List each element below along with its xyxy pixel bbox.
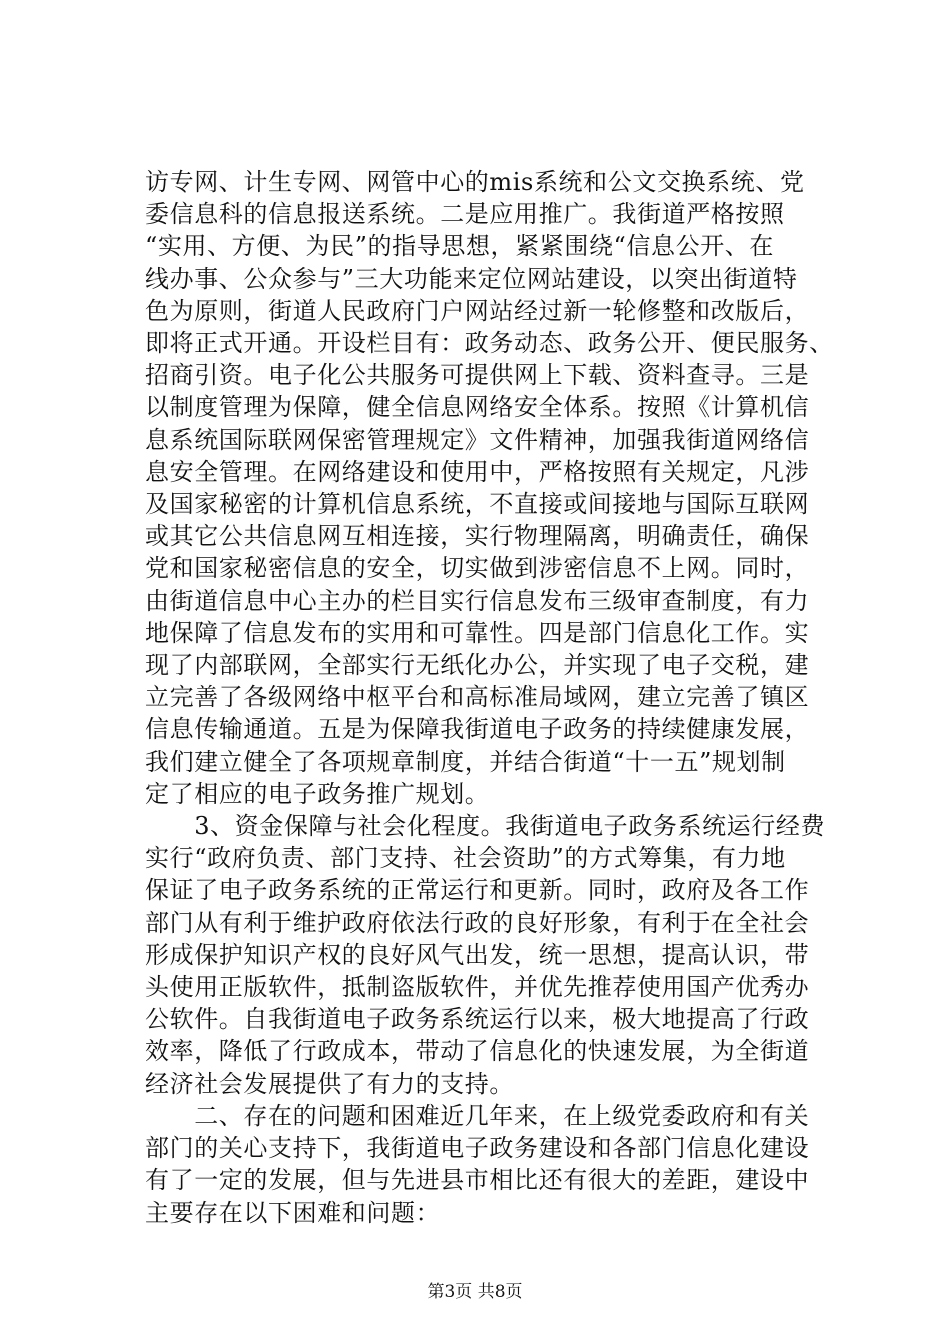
text-line: 保证了电子政务系统的正常运行和更新。同时，政府及各工作 — [145, 876, 810, 905]
text-line: 访专网、计生专网、网管中心的mis系统和公文交换系统、党 — [145, 168, 805, 196]
text-line: 效率，降低了行政成本，带动了信息化的快速发展，为全街道 — [145, 1037, 810, 1066]
text-line: 信息传输通道。五是为保障我街道电子政务的持续健康发展， — [145, 715, 810, 744]
text-line: 息系统国际联网保密管理规定》文件精神，加强我街道网络信 — [145, 425, 810, 454]
text-line: 色为原则，街道人民政府门户网站经过新一轮修整和改版后， — [145, 296, 810, 325]
text-line: 招商引资。电子化公共服务可提供网上下载、资料查寻。三是 — [145, 361, 810, 390]
text-line: 即将正式开通。开设栏目有：政务动态、政务公开、便民服务、 — [145, 329, 834, 358]
text-line: 委信息科的信息报送系统。二是应用推广。我街道严格按照 — [145, 200, 785, 229]
page-number-footer: 第3页 共8页 — [427, 1282, 523, 1302]
text-line: 经济社会发展提供了有力的支持。 — [145, 1069, 514, 1098]
text-line: 形成保护知识产权的良好风气出发，统一思想，提高认识，带 — [145, 940, 810, 969]
text-line: 党和国家秘密信息的安全，切实做到涉密信息不上网。同时， — [145, 554, 810, 583]
text-line: 主要存在以下困难和问题： — [145, 1198, 441, 1227]
text-line: 公软件。自我街道电子政务系统运行以来，极大地提高了行政 — [145, 1005, 810, 1034]
text-line: 3、资金保障与社会化程度。我街道电子政务系统运行经费 — [145, 812, 826, 841]
text-line: 息安全管理。在网络建设和使用中，严格按照有关规定，凡涉 — [145, 457, 810, 486]
text-line: 或其它公共信息网互相连接，实行物理隔离，明确责任，确保 — [145, 522, 810, 551]
text-line: 定了相应的电子政务推广规划。 — [145, 779, 490, 808]
text-line: 及国家秘密的计算机信息系统，不直接或间接地与国际互联网 — [145, 490, 810, 519]
text-line: 部门的关心支持下，我街道电子政务建设和各部门信息化建设 — [145, 1134, 810, 1163]
body-text — [145, 166, 845, 1229]
text-line: 以制度管理为保障，健全信息网络安全体系。按照《计算机信 — [145, 393, 810, 422]
text-line: 二、存在的问题和困难近几年来，在上级党委政府和有关 — [145, 1101, 810, 1130]
text-line: 实行“政府负责、部门支持、社会资助”的方式筹集，有力地 — [145, 844, 786, 873]
text-line: 我们建立健全了各项规章制度，并结合街道“十一五”规划制 — [145, 747, 786, 776]
text-line: 线办事、公众参与”三大功能来定位网站建设，以突出街道特 — [145, 264, 798, 293]
text-line: 地保障了信息发布的实用和可靠性。四是部门信息化工作。实 — [145, 618, 810, 647]
text-line: 有了一定的发展，但与先进县市相比还有很大的差距，建设中 — [145, 1166, 810, 1195]
text-line: 由街道信息中心主办的栏目实行信息发布三级审查制度，有力 — [145, 586, 810, 615]
text-line: 头使用正版软件，抵制盗版软件，并优先推荐使用国产优秀办 — [145, 973, 810, 1002]
text-line: 立完善了各级网络中枢平台和高标准局域网，建立完善了镇区 — [145, 683, 810, 712]
text-line: 现了内部联网，全部实行无纸化办公，并实现了电子交税，建 — [145, 651, 810, 680]
text-line: “实用、方便、为民”的指导思想，紧紧围绕“信息公开、在 — [145, 232, 775, 261]
text-line: 部门从有利于维护政府依法行政的良好形象，有利于在全社会 — [145, 908, 810, 937]
